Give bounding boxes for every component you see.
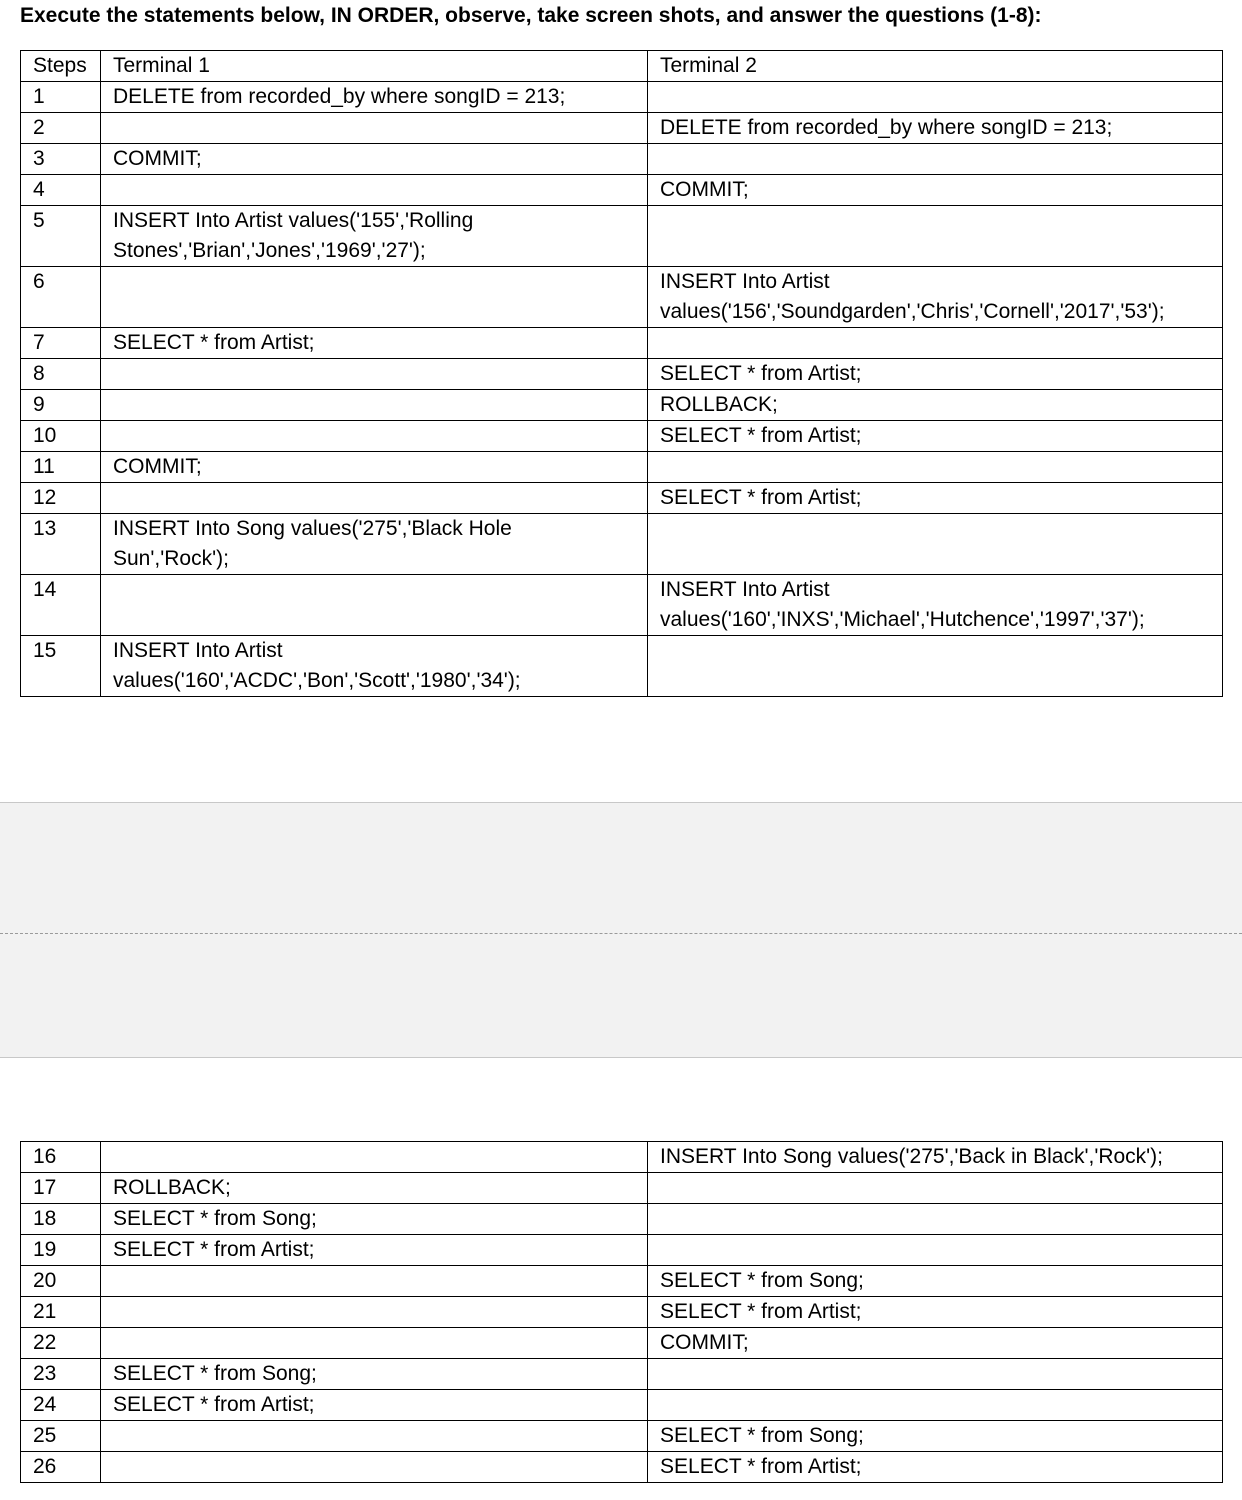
step-number: 11	[21, 452, 101, 483]
step-number: 13	[21, 514, 101, 575]
terminal-1-cell	[101, 1297, 648, 1328]
table-header-row	[21, 51, 1223, 82]
terminal-1-cell: ROLLBACK;	[101, 1173, 648, 1204]
terminal-1-cell: SELECT * from Artist;	[101, 328, 648, 359]
terminal-2-cell: SELECT * from Artist;	[648, 421, 1223, 452]
table-row	[21, 328, 1223, 359]
step-number: 26	[21, 1452, 101, 1483]
terminal-1-cell	[101, 1266, 648, 1297]
step-number: 21	[21, 1297, 101, 1328]
terminal-1-cell	[101, 113, 648, 144]
terminal-2-cell: SELECT * from Artist;	[648, 483, 1223, 514]
step-number: 16	[21, 1142, 101, 1173]
terminal-1-cell	[101, 575, 648, 636]
step-number: 22	[21, 1328, 101, 1359]
terminal-1-cell	[101, 359, 648, 390]
step-number: 20	[21, 1266, 101, 1297]
step-number: 10	[21, 421, 101, 452]
step-number: 9	[21, 390, 101, 421]
page-break-line	[0, 933, 1242, 934]
terminal-1-cell: SELECT * from Song;	[101, 1359, 648, 1390]
terminal-2-cell	[648, 82, 1223, 113]
step-number: 3	[21, 144, 101, 175]
terminal-2-cell	[648, 1359, 1223, 1390]
table-row	[21, 359, 1223, 390]
steps-table-bottom	[20, 1141, 1223, 1483]
terminal-1-cell	[101, 483, 648, 514]
terminal-1-cell	[101, 1421, 648, 1452]
terminal-1-cell	[101, 390, 648, 421]
table-row	[21, 113, 1223, 144]
step-number: 2	[21, 113, 101, 144]
terminal-2-cell	[648, 1235, 1223, 1266]
terminal-2-cell	[648, 144, 1223, 175]
terminal-2-cell: INSERT Into Song values('275','Back in Black','Rock');	[648, 1142, 1223, 1173]
terminal-2-cell	[648, 1390, 1223, 1421]
terminal-2-cell	[648, 1204, 1223, 1235]
table-row	[21, 144, 1223, 175]
step-number: 14	[21, 575, 101, 636]
terminal-2-cell: INSERT Into Artist values('160','INXS','Michael','Hutchence','1997','37');	[648, 575, 1223, 636]
terminal-1-cell	[101, 1328, 648, 1359]
header-steps: Steps	[21, 51, 101, 82]
terminal-2-cell: SELECT * from Artist;	[648, 1297, 1223, 1328]
step-number: 12	[21, 483, 101, 514]
table-row	[21, 1173, 1223, 1204]
terminal-2-cell: DELETE from recorded_by where songID = 213;	[648, 113, 1223, 144]
table-row	[21, 82, 1223, 113]
step-number: 15	[21, 636, 101, 697]
table-row	[21, 1452, 1223, 1483]
terminal-1-cell: SELECT * from Artist;	[101, 1235, 648, 1266]
steps-table-top	[20, 50, 1223, 697]
terminal-1-cell	[101, 267, 648, 328]
table-row	[21, 1142, 1223, 1173]
terminal-1-cell	[101, 175, 648, 206]
terminal-2-cell	[648, 328, 1223, 359]
terminal-1-cell: COMMIT;	[101, 144, 648, 175]
terminal-2-cell: SELECT * from Artist;	[648, 1452, 1223, 1483]
table-row	[21, 575, 1223, 636]
terminal-1-cell: INSERT Into Artist values('155','Rolling Stones','Brian','Jones','1969','27');	[101, 206, 648, 267]
step-number: 7	[21, 328, 101, 359]
terminal-2-cell: COMMIT;	[648, 175, 1223, 206]
terminal-2-cell	[648, 1173, 1223, 1204]
terminal-1-cell: INSERT Into Song values('275','Black Hole Sun','Rock');	[101, 514, 648, 575]
table-row	[21, 206, 1223, 267]
table-row	[21, 1266, 1223, 1297]
header-terminal-2: Terminal 2	[648, 51, 1223, 82]
table-row	[21, 483, 1223, 514]
terminal-1-cell: COMMIT;	[101, 452, 648, 483]
step-number: 8	[21, 359, 101, 390]
table-row	[21, 390, 1223, 421]
step-number: 1	[21, 82, 101, 113]
terminal-1-cell: DELETE from recorded_by where songID = 213;	[101, 82, 648, 113]
table-row	[21, 1235, 1223, 1266]
step-number: 4	[21, 175, 101, 206]
terminal-1-cell: SELECT * from Song;	[101, 1204, 648, 1235]
terminal-1-cell	[101, 1142, 648, 1173]
terminal-2-cell: SELECT * from Song;	[648, 1266, 1223, 1297]
terminal-2-cell	[648, 206, 1223, 267]
step-number: 5	[21, 206, 101, 267]
table-row	[21, 1204, 1223, 1235]
table-row	[21, 1390, 1223, 1421]
table-row	[21, 175, 1223, 206]
terminal-2-cell	[648, 636, 1223, 697]
terminal-1-cell: INSERT Into Artist values('160','ACDC','Bon','Scott','1980','34');	[101, 636, 648, 697]
step-number: 23	[21, 1359, 101, 1390]
table-row	[21, 1297, 1223, 1328]
terminal-1-cell	[101, 421, 648, 452]
step-number: 6	[21, 267, 101, 328]
table-row	[21, 1328, 1223, 1359]
terminal-2-cell: COMMIT;	[648, 1328, 1223, 1359]
table-row	[21, 1421, 1223, 1452]
header-terminal-1: Terminal 1	[101, 51, 648, 82]
page-break-gap	[0, 802, 1242, 1058]
step-number: 17	[21, 1173, 101, 1204]
terminal-2-cell	[648, 452, 1223, 483]
step-number: 25	[21, 1421, 101, 1452]
terminal-1-cell: SELECT * from Artist;	[101, 1390, 648, 1421]
terminal-2-cell: SELECT * from Artist;	[648, 359, 1223, 390]
terminal-1-cell	[101, 1452, 648, 1483]
table-row	[21, 636, 1223, 697]
table-row	[21, 452, 1223, 483]
table-row	[21, 421, 1223, 452]
step-number: 19	[21, 1235, 101, 1266]
page-title: Execute the statements below, IN ORDER, observe, take screen shots, and answer the questions (1-8):	[20, 4, 1042, 27]
terminal-2-cell: SELECT * from Song;	[648, 1421, 1223, 1452]
terminal-2-cell	[648, 514, 1223, 575]
step-number: 24	[21, 1390, 101, 1421]
table-row	[21, 1359, 1223, 1390]
terminal-2-cell: ROLLBACK;	[648, 390, 1223, 421]
table-row	[21, 514, 1223, 575]
step-number: 18	[21, 1204, 101, 1235]
table-row	[21, 267, 1223, 328]
terminal-2-cell: INSERT Into Artist values('156','Soundgarden','Chris','Cornell','2017','53');	[648, 267, 1223, 328]
